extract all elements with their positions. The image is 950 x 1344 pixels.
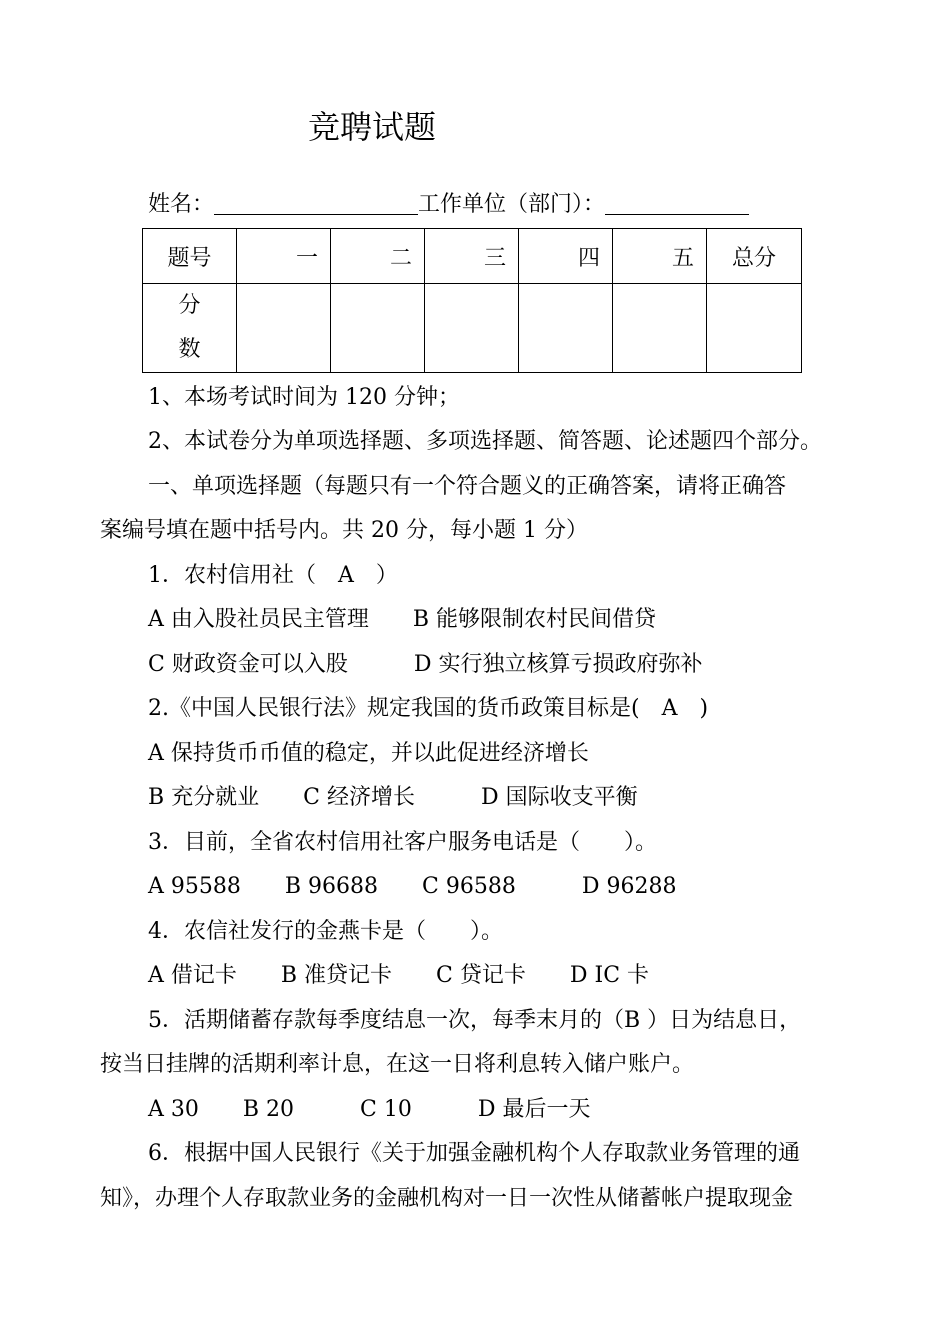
score-row-label-line: 数: [178, 337, 201, 362]
question-options: A 30 B 20 C 10 D 最后一天: [148, 1097, 591, 1122]
name-row: [148, 190, 749, 220]
score-header-cell: 五: [613, 229, 707, 284]
score-row-label-line: 分: [178, 293, 201, 318]
score-cell[interactable]: [425, 284, 519, 373]
question-text: 2.《中国人民银行法》规定我国的货币政策目标是( A ): [148, 696, 709, 721]
instruction-line: 2、本试卷分为单项选择题、多项选择题、简答题、论述题四个部分。: [148, 429, 822, 454]
score-cell[interactable]: [707, 284, 802, 373]
question-text: 6．根据中国人民银行《关于加强金融机构个人存取款业务管理的通: [148, 1141, 800, 1166]
question-options: B 充分就业 C 经济增长 D 国际收支平衡: [148, 785, 638, 810]
score-header-cell: 题号: [143, 229, 237, 284]
score-header-cell: 总分: [707, 229, 802, 284]
score-header-cell: 一: [237, 229, 331, 284]
name-blank[interactable]: [214, 192, 418, 215]
score-header-cell: 二: [331, 229, 425, 284]
score-cell[interactable]: [613, 284, 707, 373]
instruction-line: 1、本场考试时间为 120 分钟；: [148, 385, 460, 410]
question-text: 3．目前，全省农村信用社客户服务电话是（ ）。: [148, 830, 657, 855]
question-text: 5．活期储蓄存款每季度结息一次，每季末月的（B ）日为结息日，: [148, 1008, 802, 1033]
unit-label: 工作单位（部门）：: [418, 192, 606, 217]
question-options: A 95588 B 96688 C 96588 D 96288: [148, 874, 677, 899]
score-cell[interactable]: [519, 284, 613, 373]
question-text-cont: 知》，办理个人存取款业务的金融机构对一日一次性从储蓄帐户提取现金: [100, 1186, 794, 1211]
score-header-cell: 三: [425, 229, 519, 284]
question-options: A 保持货币币值的稳定，并以此促进经济增长: [148, 741, 589, 766]
score-header-cell: 四: [519, 229, 613, 284]
score-cell[interactable]: [237, 284, 331, 373]
question-options: C 财政资金可以入股 D 实行独立核算亏损政府弥补: [148, 652, 703, 677]
name-label: 姓名：: [148, 192, 215, 217]
score-table-score-row: [143, 284, 802, 373]
page-title: 竞聘试题: [308, 108, 437, 146]
question-options: A 由入股社员民主管理 B 能够限制农村民间借贷: [148, 607, 657, 632]
question-text: 1．农村信用社（ A ）: [148, 563, 398, 588]
score-table-header-row: [143, 229, 802, 284]
score-cell[interactable]: [331, 284, 425, 373]
question-text-cont: 按当日挂牌的活期利率计息，在这一日将利息转入储户账户。: [100, 1052, 695, 1077]
unit-blank[interactable]: [605, 192, 749, 215]
question-text: 4．农信社发行的金燕卡是（ ）。: [148, 919, 503, 944]
section-heading: 一、单项选择题（每题只有一个符合题义的正确答案，请将正确答: [148, 474, 787, 499]
score-row-label: [143, 284, 237, 373]
section-heading-cont: 案编号填在题中括号内。共 20 分，每小题 1 分）: [100, 518, 588, 543]
score-table: [142, 228, 802, 373]
question-options: A 借记卡 B 准贷记卡 C 贷记卡 D IC 卡: [148, 963, 650, 988]
